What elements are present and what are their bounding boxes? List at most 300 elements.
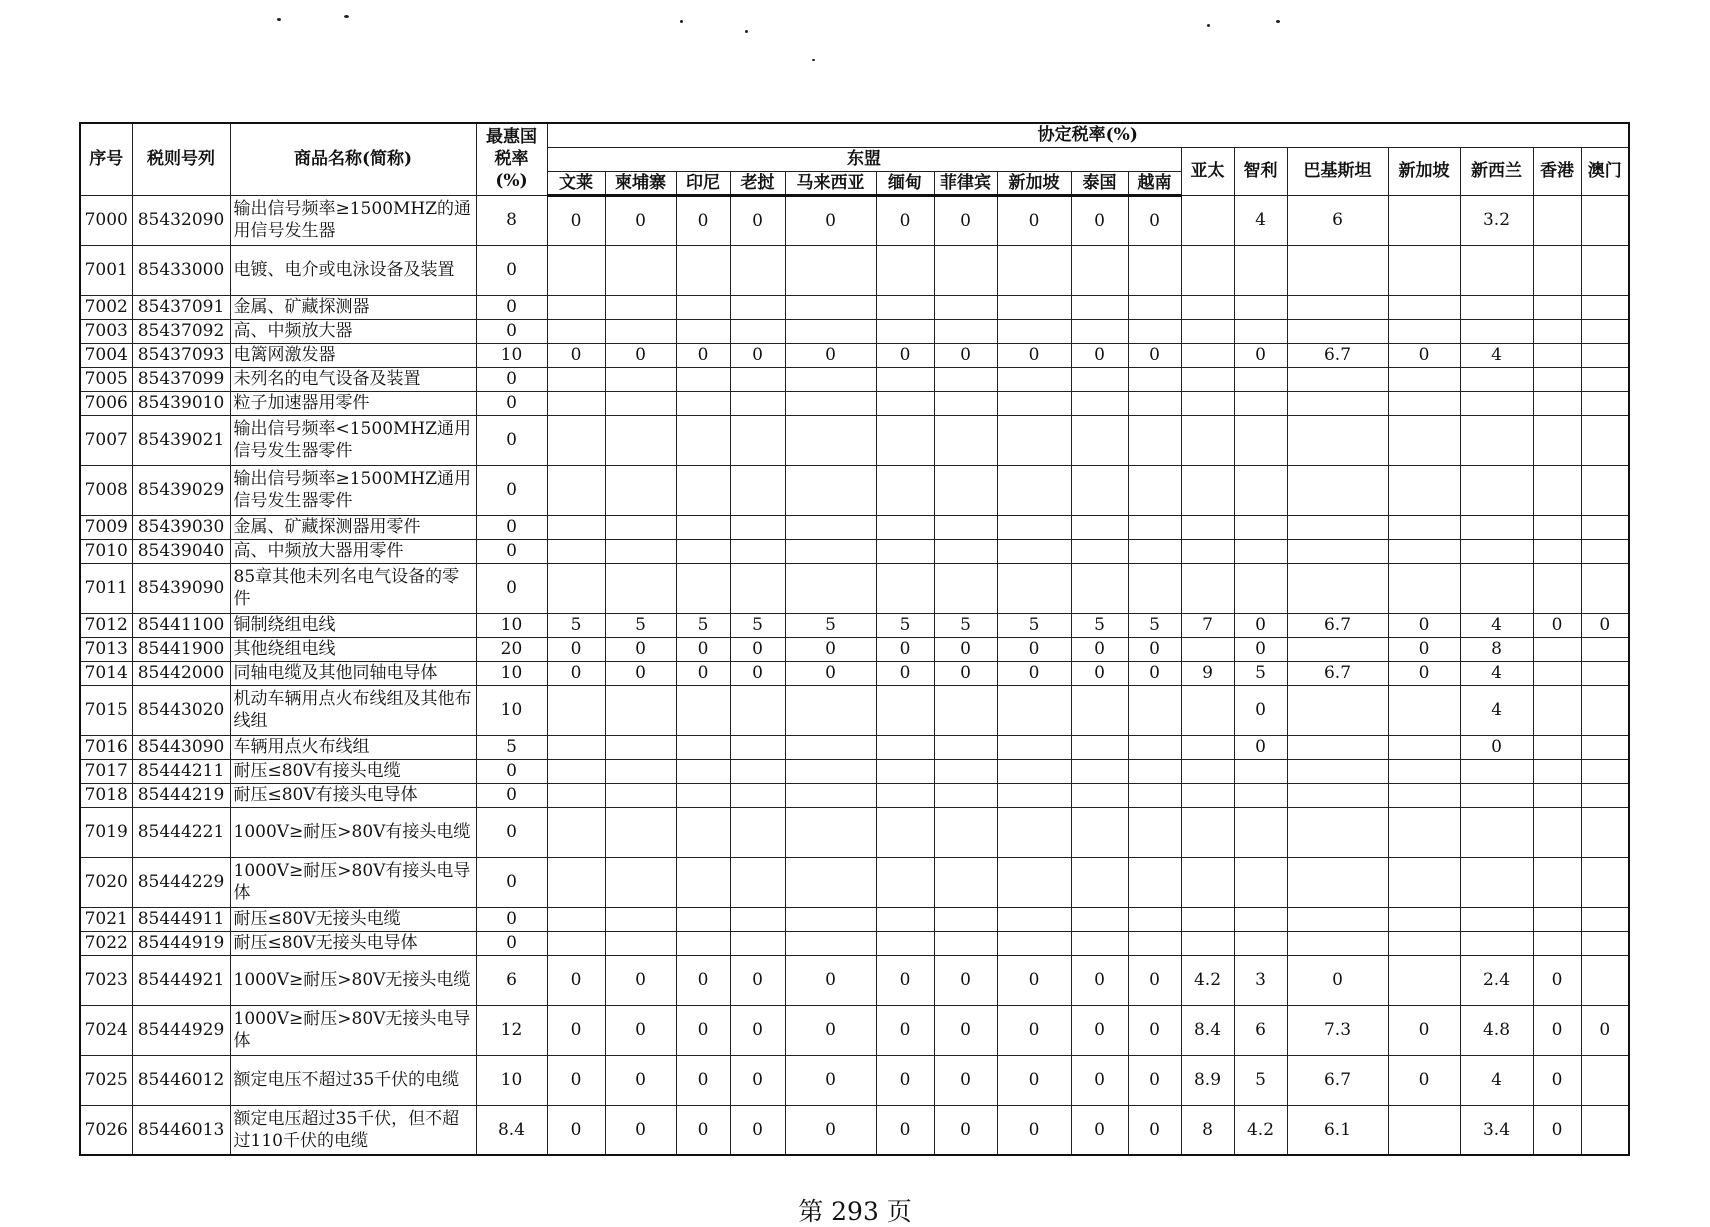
cell-rate: 0 xyxy=(730,1055,785,1105)
page-number: 第 293 页 xyxy=(798,1197,912,1226)
cell-seq: 7010 xyxy=(80,539,132,563)
cell-rate xyxy=(1533,857,1581,907)
cell-rate xyxy=(934,367,997,391)
cell-rate xyxy=(1234,539,1287,563)
cell-rate xyxy=(547,465,605,515)
cell-rate xyxy=(1181,807,1234,857)
table-header xyxy=(80,123,1629,195)
cell-rate xyxy=(876,685,934,735)
cell-name: 电镀、电介或电泳设备及装置 xyxy=(230,245,476,295)
cell-rate xyxy=(1581,783,1629,807)
cell-rate xyxy=(1581,563,1629,613)
cell-rate xyxy=(730,465,785,515)
cell-rate xyxy=(730,539,785,563)
cell-rate xyxy=(1533,295,1581,319)
cell-rate xyxy=(1128,415,1181,465)
cell-rate xyxy=(1533,515,1581,539)
cell-rate xyxy=(1460,563,1533,613)
cell-rate: 5 xyxy=(997,613,1071,637)
cell-rate xyxy=(730,685,785,735)
cell-seq: 7007 xyxy=(80,415,132,465)
cell-rate: 3.4 xyxy=(1460,1105,1533,1155)
cell-rate xyxy=(1181,319,1234,343)
header-asean-member: 马来西亚 xyxy=(785,171,876,195)
header-code: 税则号列 xyxy=(132,123,230,195)
cell-rate xyxy=(1388,245,1460,295)
cell-mfn: 0 xyxy=(476,295,547,319)
cell-code: 85439010 xyxy=(132,391,230,415)
cell-rate: 0 xyxy=(1234,637,1287,661)
table-row xyxy=(80,245,1629,295)
cell-name: 电篱网激发器 xyxy=(230,343,476,367)
cell-rate xyxy=(1128,807,1181,857)
cell-rate xyxy=(547,367,605,391)
cell-rate xyxy=(1287,391,1388,415)
cell-rate xyxy=(1460,245,1533,295)
cell-rate xyxy=(1287,783,1388,807)
cell-rate xyxy=(605,515,676,539)
cell-rate: 0 xyxy=(1071,195,1128,245)
header-asean-member: 印尼 xyxy=(676,171,730,195)
cell-rate xyxy=(605,807,676,857)
table-row xyxy=(80,637,1629,661)
cell-rate xyxy=(1388,391,1460,415)
cell-rate xyxy=(1581,1055,1629,1105)
cell-rate xyxy=(605,295,676,319)
cell-seq: 7022 xyxy=(80,931,132,955)
cell-rate xyxy=(934,563,997,613)
cell-rate: 0 xyxy=(1388,613,1460,637)
cell-rate xyxy=(547,563,605,613)
cell-rate xyxy=(1128,907,1181,931)
cell-rate xyxy=(1388,195,1460,245)
cell-rate: 0 xyxy=(934,195,997,245)
cell-rate xyxy=(1388,857,1460,907)
cell-rate: 0 xyxy=(605,195,676,245)
cell-rate xyxy=(1460,515,1533,539)
cell-rate: 0 xyxy=(676,195,730,245)
cell-rate xyxy=(730,759,785,783)
cell-name: 高、中频放大器 xyxy=(230,319,476,343)
cell-rate xyxy=(997,515,1071,539)
cell-rate: 0 xyxy=(1581,1005,1629,1055)
cell-rate xyxy=(997,907,1071,931)
table-row xyxy=(80,955,1629,1005)
header-partner: 智利 xyxy=(1234,147,1287,195)
cell-rate xyxy=(1234,563,1287,613)
cell-rate xyxy=(1287,807,1388,857)
cell-rate xyxy=(1460,539,1533,563)
cell-rate xyxy=(605,465,676,515)
cell-rate xyxy=(1581,539,1629,563)
cell-rate xyxy=(1287,415,1388,465)
scan-speck xyxy=(1276,20,1280,23)
cell-rate: 8 xyxy=(1181,1105,1234,1155)
cell-rate: 0 xyxy=(676,637,730,661)
table-row xyxy=(80,195,1629,245)
cell-mfn: 8.4 xyxy=(476,1105,547,1155)
cell-rate xyxy=(1388,415,1460,465)
cell-rate: 0 xyxy=(785,1055,876,1105)
scan-speck xyxy=(680,20,683,23)
header-mfn xyxy=(476,123,547,195)
cell-rate: 8.4 xyxy=(1181,1005,1234,1055)
cell-rate xyxy=(1460,319,1533,343)
table-row xyxy=(80,563,1629,613)
cell-rate xyxy=(785,857,876,907)
cell-rate: 0 xyxy=(547,637,605,661)
cell-mfn: 0 xyxy=(476,465,547,515)
cell-rate xyxy=(785,295,876,319)
cell-rate xyxy=(1181,637,1234,661)
cell-mfn: 20 xyxy=(476,637,547,661)
cell-rate xyxy=(730,807,785,857)
tariff-table xyxy=(79,122,1630,1156)
cell-seq: 7019 xyxy=(80,807,132,857)
cell-rate xyxy=(876,807,934,857)
cell-rate xyxy=(934,415,997,465)
cell-name: 高、中频放大器用零件 xyxy=(230,539,476,563)
cell-rate: 6.7 xyxy=(1287,1055,1388,1105)
cell-name: 额定电压超过35千伏，但不超过110千伏的电缆 xyxy=(230,1105,476,1155)
cell-rate: 5 xyxy=(1234,661,1287,685)
cell-rate: 0 xyxy=(785,343,876,367)
cell-seq: 7002 xyxy=(80,295,132,319)
cell-seq: 7015 xyxy=(80,685,132,735)
cell-rate: 0 xyxy=(1128,195,1181,245)
cell-rate xyxy=(547,391,605,415)
cell-rate: 4 xyxy=(1234,195,1287,245)
cell-rate xyxy=(876,465,934,515)
cell-rate xyxy=(605,539,676,563)
cell-rate xyxy=(1388,685,1460,735)
cell-rate: 0 xyxy=(934,1005,997,1055)
cell-name: 输出信号频率≥1500MHZ的通用信号发生器 xyxy=(230,195,476,245)
table-row xyxy=(80,759,1629,783)
cell-rate xyxy=(605,415,676,465)
table-row xyxy=(80,319,1629,343)
cell-rate: 0 xyxy=(676,1055,730,1105)
cell-rate xyxy=(1128,685,1181,735)
cell-rate: 0 xyxy=(1128,343,1181,367)
cell-name: 同轴电缆及其他同轴电导体 xyxy=(230,661,476,685)
cell-rate xyxy=(876,245,934,295)
cell-rate xyxy=(1234,367,1287,391)
cell-rate: 4 xyxy=(1460,661,1533,685)
cell-rate xyxy=(785,759,876,783)
cell-name: 输出信号频率<1500MHZ通用信号发生器零件 xyxy=(230,415,476,465)
cell-code: 85444911 xyxy=(132,907,230,931)
cell-name: 耐压≤80V有接头电缆 xyxy=(230,759,476,783)
header-asean-member: 缅甸 xyxy=(876,171,934,195)
cell-rate: 2.4 xyxy=(1460,955,1533,1005)
cell-rate xyxy=(997,931,1071,955)
cell-rate: 0 xyxy=(876,955,934,1005)
cell-rate xyxy=(1234,807,1287,857)
cell-rate: 0 xyxy=(547,1055,605,1105)
cell-rate xyxy=(605,391,676,415)
cell-code: 85442000 xyxy=(132,661,230,685)
cell-rate xyxy=(1287,907,1388,931)
cell-rate: 0 xyxy=(1128,1005,1181,1055)
cell-rate: 0 xyxy=(785,195,876,245)
header-partner: 澳门 xyxy=(1581,147,1629,195)
cell-rate xyxy=(1234,857,1287,907)
cell-rate xyxy=(1181,907,1234,931)
cell-rate xyxy=(1071,415,1128,465)
cell-rate xyxy=(1581,807,1629,857)
cell-code: 85444211 xyxy=(132,759,230,783)
cell-rate xyxy=(547,245,605,295)
cell-rate xyxy=(730,415,785,465)
cell-rate xyxy=(1581,465,1629,515)
cell-rate xyxy=(1181,735,1234,759)
cell-rate xyxy=(1071,563,1128,613)
cell-seq: 7024 xyxy=(80,1005,132,1055)
cell-rate xyxy=(1128,759,1181,783)
cell-name: 1000V≥耐压>80V有接头电缆 xyxy=(230,807,476,857)
cell-rate xyxy=(785,807,876,857)
cell-rate xyxy=(676,245,730,295)
cell-rate xyxy=(876,931,934,955)
cell-code: 85446012 xyxy=(132,1055,230,1105)
cell-rate: 0 xyxy=(605,955,676,1005)
cell-rate: 0 xyxy=(876,343,934,367)
cell-rate xyxy=(730,563,785,613)
cell-rate xyxy=(1581,685,1629,735)
cell-rate: 0 xyxy=(730,1005,785,1055)
cell-rate xyxy=(676,907,730,931)
cell-name: 金属、矿藏探测器用零件 xyxy=(230,515,476,539)
cell-rate xyxy=(1287,759,1388,783)
header-partner: 亚太 xyxy=(1181,147,1234,195)
cell-mfn: 10 xyxy=(476,661,547,685)
cell-rate xyxy=(1388,515,1460,539)
cell-rate xyxy=(547,685,605,735)
cell-rate xyxy=(1234,515,1287,539)
cell-rate xyxy=(676,319,730,343)
cell-rate xyxy=(730,245,785,295)
cell-rate xyxy=(934,907,997,931)
cell-rate: 9 xyxy=(1181,661,1234,685)
cell-rate xyxy=(1581,245,1629,295)
cell-rate xyxy=(605,857,676,907)
cell-rate xyxy=(1388,367,1460,391)
cell-rate xyxy=(547,319,605,343)
cell-rate: 0 xyxy=(547,343,605,367)
table-row xyxy=(80,343,1629,367)
cell-rate: 0 xyxy=(1533,1055,1581,1105)
cell-rate: 4.2 xyxy=(1181,955,1234,1005)
cell-rate xyxy=(1533,661,1581,685)
cell-rate xyxy=(1533,195,1581,245)
cell-rate: 0 xyxy=(1071,1005,1128,1055)
cell-code: 85437093 xyxy=(132,343,230,367)
cell-mfn: 0 xyxy=(476,245,547,295)
cell-seq: 7008 xyxy=(80,465,132,515)
cell-rate xyxy=(1071,807,1128,857)
cell-rate: 0 xyxy=(676,955,730,1005)
cell-rate xyxy=(1128,465,1181,515)
cell-rate xyxy=(1533,319,1581,343)
cell-rate xyxy=(876,367,934,391)
cell-rate xyxy=(1287,637,1388,661)
header-mfn-line: 最惠国 xyxy=(486,127,537,148)
cell-mfn: 6 xyxy=(476,955,547,1005)
cell-rate: 0 xyxy=(876,637,934,661)
cell-rate: 5 xyxy=(676,613,730,637)
cell-rate: 0 xyxy=(934,955,997,1005)
cell-rate: 6.1 xyxy=(1287,1105,1388,1155)
cell-mfn: 10 xyxy=(476,613,547,637)
cell-rate xyxy=(1388,465,1460,515)
scan-speck xyxy=(812,59,815,61)
cell-mfn: 0 xyxy=(476,783,547,807)
header-asean-member: 柬埔寨 xyxy=(605,171,676,195)
table-row xyxy=(80,515,1629,539)
table-body xyxy=(80,195,1629,1155)
cell-code: 85439030 xyxy=(132,515,230,539)
cell-rate: 0 xyxy=(1128,1105,1181,1155)
cell-rate: 0 xyxy=(997,955,1071,1005)
cell-rate: 6.7 xyxy=(1287,613,1388,637)
cell-rate: 0 xyxy=(730,343,785,367)
header-mfn-line: 税率 xyxy=(494,149,529,170)
cell-rate xyxy=(1533,415,1581,465)
cell-rate: 4.8 xyxy=(1460,1005,1533,1055)
cell-rate xyxy=(1234,415,1287,465)
cell-rate xyxy=(997,685,1071,735)
cell-rate: 0 xyxy=(1533,613,1581,637)
cell-rate: 0 xyxy=(547,661,605,685)
cell-rate xyxy=(1128,391,1181,415)
cell-rate: 0 xyxy=(1234,613,1287,637)
cell-rate xyxy=(547,415,605,465)
cell-rate xyxy=(730,515,785,539)
cell-seq: 7014 xyxy=(80,661,132,685)
cell-rate xyxy=(1460,465,1533,515)
cell-rate xyxy=(1460,415,1533,465)
cell-rate xyxy=(934,539,997,563)
cell-rate: 5 xyxy=(934,613,997,637)
cell-rate xyxy=(1234,931,1287,955)
cell-rate: 0 xyxy=(785,1105,876,1155)
cell-rate: 6.7 xyxy=(1287,661,1388,685)
cell-rate: 0 xyxy=(934,661,997,685)
cell-rate: 0 xyxy=(1388,637,1460,661)
cell-rate xyxy=(1533,907,1581,931)
cell-rate xyxy=(605,367,676,391)
cell-rate xyxy=(605,759,676,783)
cell-rate: 0 xyxy=(1071,1055,1128,1105)
cell-rate: 0 xyxy=(876,1105,934,1155)
table-row xyxy=(80,465,1629,515)
cell-rate: 0 xyxy=(997,661,1071,685)
cell-rate xyxy=(997,245,1071,295)
cell-rate: 0 xyxy=(876,661,934,685)
cell-code: 85446013 xyxy=(132,1105,230,1155)
table-row xyxy=(80,295,1629,319)
cell-rate xyxy=(547,857,605,907)
cell-rate xyxy=(1581,907,1629,931)
scan-speck xyxy=(1207,24,1210,27)
cell-mfn: 0 xyxy=(476,857,547,907)
cell-rate xyxy=(676,391,730,415)
cell-rate: 0 xyxy=(605,661,676,685)
table-row xyxy=(80,1055,1629,1105)
cell-rate xyxy=(934,319,997,343)
cell-rate: 0 xyxy=(547,195,605,245)
cell-rate: 0 xyxy=(785,661,876,685)
cell-rate xyxy=(676,783,730,807)
cell-rate: 0 xyxy=(997,195,1071,245)
cell-rate xyxy=(934,759,997,783)
cell-rate xyxy=(1234,391,1287,415)
cell-rate xyxy=(876,907,934,931)
cell-seq: 7017 xyxy=(80,759,132,783)
cell-rate: 0 xyxy=(876,195,934,245)
cell-rate xyxy=(1234,245,1287,295)
cell-rate xyxy=(997,319,1071,343)
cell-seq: 7026 xyxy=(80,1105,132,1155)
header-mfn-line: (%) xyxy=(495,171,528,192)
header-seq: 序号 xyxy=(80,123,132,195)
cell-rate xyxy=(1181,563,1234,613)
cell-rate xyxy=(1460,907,1533,931)
cell-seq: 7001 xyxy=(80,245,132,295)
cell-rate: 0 xyxy=(730,1105,785,1155)
cell-rate: 4 xyxy=(1460,613,1533,637)
cell-name: 1000V≥耐压>80V无接头电缆 xyxy=(230,955,476,1005)
cell-rate xyxy=(934,735,997,759)
scan-speck xyxy=(344,15,349,18)
cell-rate xyxy=(785,367,876,391)
cell-rate xyxy=(785,515,876,539)
cell-rate xyxy=(1581,637,1629,661)
header-name: 商品名称(简称) xyxy=(230,123,476,195)
cell-rate: 0 xyxy=(676,661,730,685)
cell-code: 85441100 xyxy=(132,613,230,637)
cell-rate xyxy=(1128,319,1181,343)
cell-rate: 4.2 xyxy=(1234,1105,1287,1155)
cell-rate xyxy=(547,807,605,857)
cell-rate xyxy=(1071,907,1128,931)
cell-seq: 7003 xyxy=(80,319,132,343)
cell-rate xyxy=(730,295,785,319)
cell-rate: 0 xyxy=(934,1055,997,1105)
cell-rate: 0 xyxy=(730,195,785,245)
cell-rate xyxy=(1460,807,1533,857)
cell-rate: 0 xyxy=(1388,1055,1460,1105)
cell-rate xyxy=(934,685,997,735)
table-row xyxy=(80,613,1629,637)
cell-rate xyxy=(997,783,1071,807)
cell-rate xyxy=(547,783,605,807)
cell-rate xyxy=(676,735,730,759)
cell-rate xyxy=(876,735,934,759)
cell-rate xyxy=(934,857,997,907)
cell-rate xyxy=(1071,931,1128,955)
cell-rate xyxy=(997,391,1071,415)
cell-rate xyxy=(1181,783,1234,807)
cell-rate xyxy=(1128,295,1181,319)
cell-rate xyxy=(1181,343,1234,367)
cell-rate xyxy=(934,807,997,857)
cell-rate xyxy=(676,685,730,735)
cell-rate: 0 xyxy=(997,1105,1071,1155)
cell-rate xyxy=(934,931,997,955)
cell-code: 85439029 xyxy=(132,465,230,515)
